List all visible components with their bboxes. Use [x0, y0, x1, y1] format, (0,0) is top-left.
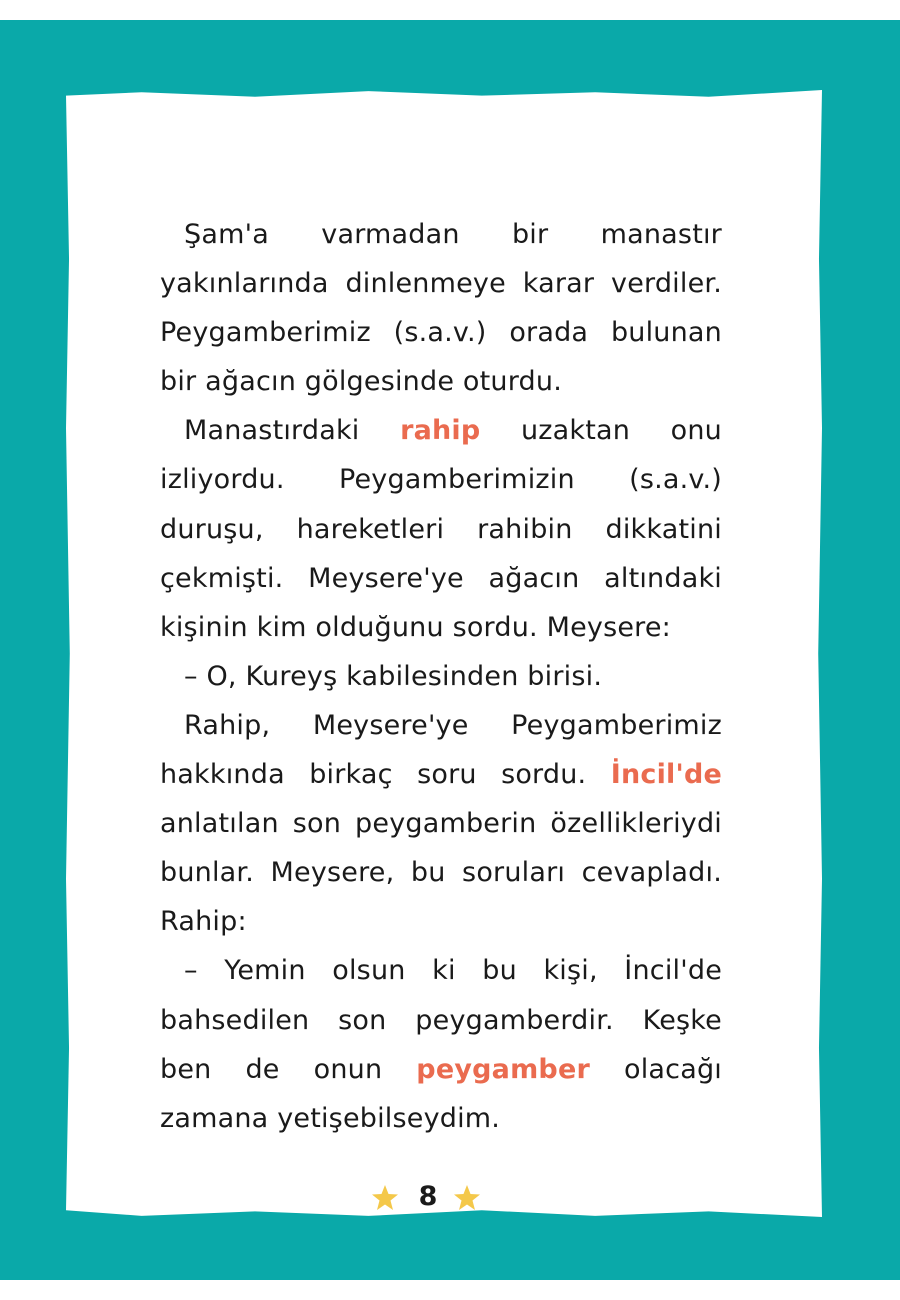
star-icon-left: [370, 1183, 400, 1213]
paragraph-text: anlatılan son peygamberin özellikleriydi bunlar. Meysere, bu soruları cevapladı. Rahip:: [160, 808, 722, 938]
paragraph-text: Manastırdaki: [184, 415, 401, 447]
paragraph: [160, 406, 722, 651]
highlighted-word: İncil'de: [610, 759, 722, 791]
star-icon-right: [452, 1183, 482, 1213]
page-footer: [0, 1177, 900, 1221]
highlighted-word: rahip: [400, 415, 481, 447]
paragraph-text: Rahip, Meysere'ye Peygamberimiz hakkında birkaç soru sordu.: [160, 709, 722, 791]
paragraph-text: uzaktan onu izliyordu. Peygamberimizin (s.a.v.) duruşu, hareketleri rahibin dikkatini çekmişti. Meysere'ye ağacın altındaki kişinin kim olduğunu sordu. Meysere:: [160, 415, 722, 643]
paragraph: [160, 946, 722, 1142]
paragraph: [160, 652, 722, 701]
highlighted-word: peygamber: [416, 1053, 590, 1085]
page-number: 8: [418, 1181, 438, 1212]
paragraph-text: – Yemin olsun ki bu kişi, İncil'de bahsedilen son peygamberdir. Keşke ben de onun: [160, 955, 722, 1085]
paragraph: [160, 210, 722, 406]
story-text: [160, 210, 722, 1143]
paragraph-text: – O, Kureyş kabilesinden birisi.: [184, 660, 603, 692]
paragraph-text: olacağı zamana yetişebilseydim.: [160, 1053, 722, 1134]
paragraph-text: Şam'a varmadan bir manastır yakınlarında dinlenmeye karar verdiler. Peygamberimiz (s.a.v.) orada bulunan bir ağacın gölgesinde oturdu.: [160, 219, 722, 398]
paragraph: [160, 701, 722, 946]
